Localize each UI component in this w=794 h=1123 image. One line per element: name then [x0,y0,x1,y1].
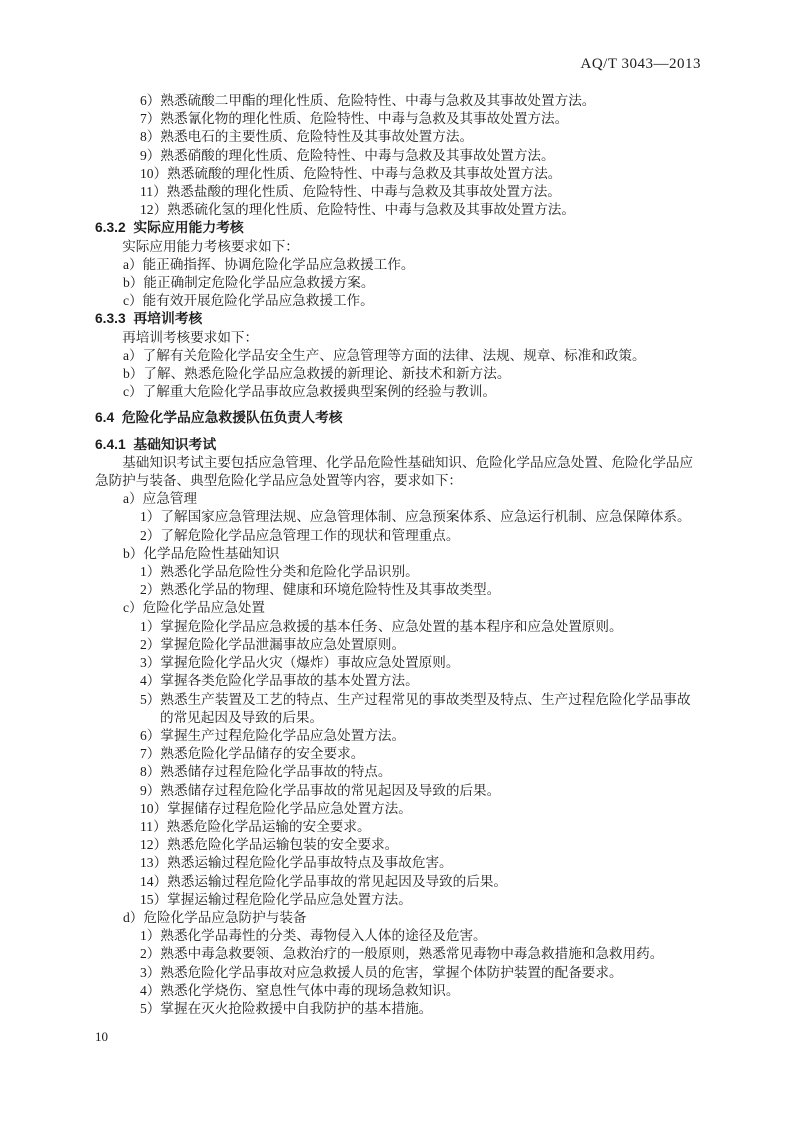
document-content [95,92,701,1018]
list-item-letter: a）应急管理 [123,491,198,507]
list-item-number: 4）熟悉化学烧伤、窒息性气体中毒的现场急救知识。 [140,982,460,998]
list-item-number: 14）熟悉运输过程危险化学品事故的常见起因及导致的后果。 [140,873,508,889]
list-item-letter: a）了解有关危险化学品安全生产、应急管理等方面的法律、法规、规章、标准和政策。 [123,347,646,363]
list-item-letter: c）了解重大危险化学品事故应急救援典型案例的经验与教训。 [123,384,497,400]
list-item-number: 10）熟悉硫酸的理化性质、危险特性、中毒与急救及其事故处置方法。 [140,165,562,181]
list-item-number: 11）熟悉危险化学品运输的安全要求。 [140,818,371,834]
list-item-number: 9）熟悉储存过程危险化学品事故的常见起因及导致的后果。 [140,782,501,798]
list-item-number: 6）熟悉硫酸二甲酯的理化性质、危险特性、中毒与急救及其事故处置方法。 [140,93,596,108]
list-item-number: 1）熟悉化学品危险性分类和危险化学品识别。 [140,564,419,580]
list-item-number: 10）掌握储存过程危险化学品应急处置方法。 [140,800,412,816]
page-header [95,55,701,73]
list-item-number: 6）掌握生产过程危险化学品应急处置方法。 [140,727,406,743]
page-number: 10 [95,1029,108,1044]
list-item-number: 5）掌握在灭火抢险救援中自我防护的基本措施。 [140,1000,433,1016]
clause-heading: 6.4.1 基础知识考试 [95,436,217,452]
list-item-number: 3）掌握危险化学品火灾（爆炸）事故应急处置原则。 [140,655,460,671]
list-item-number: 7）熟悉氰化物的理化性质、危险特性、中毒与急救及其事故处置方法。 [140,111,569,127]
list-item-number: 13）熟悉运输过程危险化学品事故特点及事故危害。 [140,855,453,871]
list-item-number: 4）掌握各类危险化学品事故的基本处置方法。 [140,673,419,689]
list-item-number: 2）熟悉化学品的物理、健康和环境危险特性及其事故类型。 [140,582,501,598]
section-heading: 6.4 危险化学品应急救援队伍负责人考核 [95,410,343,426]
standard-number: AQ/T 3043—2013 [580,56,701,72]
list-item-number: 5）熟悉生产装置及工艺的特点、生产过程常见的事故类型及特点、生产过程危险化学品事故的常见起因及导致的后果。 [140,691,691,725]
paragraph: 基础知识考试主要包括应急管理、化学品危险性基础知识、危险化学品应急处置、危险化学品应急防护与装备、典型危险化学品应急处置等内容，要求如下： [95,454,694,489]
list-item-number: 8）熟悉电石的主要性质、危险特性及其事故处置方法。 [140,129,474,145]
page-footer [95,1028,108,1046]
list-item-letter: c）危险化学品应急处置 [123,600,265,616]
list-item-letter: d）危险化学品应急防护与装备 [123,909,307,925]
list-item-number: 3）熟悉危险化学品事故对应急救援人员的危害，掌握个体防护装置的配备要求。 [140,964,623,980]
list-item-number: 12）熟悉硫化氢的理化性质、危险特性、中毒与急救及其事故处置方法。 [140,202,575,218]
clause-heading: 6.3.3 再培训考核 [95,311,203,327]
list-item-number: 2）掌握危险化学品泄漏事故应急处置原则。 [140,636,406,652]
list-item-letter: c）能有效开展危险化学品应急救援工作。 [123,293,374,309]
clause-heading: 6.3.2 实际应用能力考核 [95,220,244,236]
paragraph: 实际应用能力考核要求如下： [122,238,299,254]
list-item-letter: b）了解、熟悉危险化学品应急救援的新理论、新技术和新方法。 [123,366,511,382]
list-item-number: 11）熟悉盐酸的理化性质、危险特性、中毒与急救及其事故处置方法。 [140,184,561,200]
list-item-number: 1）掌握危险化学品应急救援的基本任务、应急处置的基本程序和应急处置原则。 [140,618,623,634]
list-item-number: 2）了解危险化学品应急管理工作的现状和管理重点。 [140,527,460,543]
list-item-number: 1）熟悉化学品毒性的分类、毒物侵入人体的途径及危害。 [140,928,487,944]
list-item-number: 7）熟悉危险化学品储存的安全要求。 [140,746,365,762]
list-item-letter: b）化学品危险性基础知识 [123,545,280,561]
list-item-letter: a）能正确指挥、协调危险化学品应急救援工作。 [123,256,415,272]
paragraph: 再培训考核要求如下： [122,329,259,345]
list-item-number: 8）熟悉储存过程危险化学品事故的特点。 [140,764,392,780]
list-item-letter: b）能正确制定危险化学品应急救援方案。 [123,275,375,291]
list-item-number: 9）熟悉硝酸的理化性质、危险特性、中毒与急救及其事故处置方法。 [140,147,555,163]
list-item-number: 15）掌握运输过程危险化学品应急处置方法。 [140,891,412,907]
list-item-number: 2）熟悉中毒急救要领、急救治疗的一般原则，熟悉常见毒物中毒急救措施和急救用药。 [140,946,664,962]
list-item-number: 1）了解国家应急管理法规、应急管理体制、应急预案体系、应急运行机制、应急保障体系。 [140,509,691,525]
list-item-number: 12）熟悉危险化学品运输包装的安全要求。 [140,837,399,853]
